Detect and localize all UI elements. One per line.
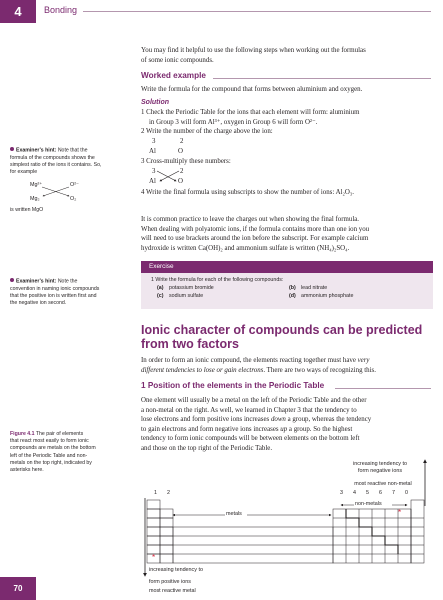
examiner-hint-1 (10, 147, 120, 176)
subheading-rule (335, 388, 431, 389)
solution-label: Solution (141, 99, 169, 106)
hint-bullet-icon (10, 147, 14, 151)
step2-charge-o: 2 (180, 138, 184, 145)
hint-text: convention in naming ionic compounds (10, 285, 100, 292)
group-2-label: 2 (167, 490, 170, 496)
header-rule (83, 11, 431, 12)
exercise-b-label: (b) (289, 285, 296, 291)
position-subheading: 1 Position of the elements in the Periodic Table (141, 381, 325, 390)
caption-text: asterisks here. (10, 467, 44, 474)
pos-ions-label-2: form positive ions (149, 579, 191, 585)
chapter-number: 4 (0, 0, 36, 23)
section-heading (141, 324, 431, 351)
exercise-a: potassium bromide (169, 285, 214, 291)
para-line: hydroxide is written Ca(OH)₂ and ammonium sulfate is written (NH₄)₂SO₄. (141, 244, 350, 252)
hint-formula-mg: Mg₂ (30, 196, 40, 202)
position-paragraph (141, 396, 431, 454)
examiner-hint-2 (10, 278, 120, 307)
para-line: and those on the top right of the Periodic Table. (141, 444, 273, 452)
intro-line: of some ionic compounds. (141, 56, 214, 64)
label-line: increasing tendency to (353, 461, 407, 467)
page-number: 70 (0, 577, 36, 600)
group-6-label: 6 (379, 490, 382, 496)
hint-text: for example (10, 169, 38, 176)
periodic-table-grid (141, 458, 433, 578)
group-7-label: 7 (392, 490, 395, 496)
group-0-label: 0 (405, 490, 408, 496)
polyatomic-paragraph (141, 215, 431, 253)
para-emphasis: up (280, 425, 288, 433)
exercise-d: ammonium phosphate (301, 293, 354, 299)
intro-paragraph (141, 46, 431, 65)
caption-text: that react most easily to form ionic (10, 438, 89, 445)
exercise-a-label: (a) (157, 285, 164, 291)
hint-text: formula of the compounds shows the (10, 154, 95, 161)
hint-ion-mg: Mg²⁺ (30, 182, 43, 188)
para-emphasis: very (357, 357, 370, 364)
nonmetals-label: non-metals (355, 501, 382, 507)
intro-line: You may find it helpful to use the following steps when working out the formulas (141, 47, 366, 54)
figure-label: Figure 4.1 (10, 431, 35, 437)
hint-text: Note that the (57, 147, 88, 154)
hint-cross-arrows (40, 186, 72, 198)
hint-text: Note the (57, 278, 78, 285)
exercise-c: sodium sulfate (169, 293, 204, 299)
asterisk-metal-icon: * (152, 553, 156, 562)
step3-charge-o: 2 (180, 168, 184, 175)
most-reactive-metal-label: most reactive metal (149, 588, 196, 594)
step-1: 1 Check the Periodic Table for the ions that each element will form: aluminium (141, 109, 360, 116)
page-header (0, 0, 443, 30)
chapter-title: Bonding (44, 5, 78, 15)
hint-text: that the positive ion is written first and (10, 292, 97, 299)
most-reactive-nonmetal-label: most reactive non-metal (354, 481, 412, 487)
step-3: 3 Cross-multiply these numbers: (141, 158, 231, 165)
caption-text: The pair of elements (35, 431, 84, 437)
ionic-intro-paragraph (141, 356, 431, 375)
step3-symbol-al: Al (149, 178, 156, 185)
para-line: will need to use brackets around the ion before the subscript. For example calcium (141, 235, 369, 243)
para-line: It is common practice to leave the charges out when showing the final formula. (141, 216, 360, 223)
exercise-b: lead nitrate (301, 285, 328, 291)
hint-text: the negative ion second. (10, 300, 67, 307)
hint-label: Examiner’s hint: (16, 147, 57, 154)
para-text: . There are two ways of recognizing this. (263, 366, 376, 374)
para-line: tendency to form ionic compounds will be between elements on the bottom left (141, 435, 360, 443)
step2-symbol-o: O (178, 148, 183, 155)
exercise-c-label: (c) (157, 293, 164, 299)
caption-text: metals on the top right, indicated by (10, 459, 92, 466)
step-2: 2 Write the number of the charge above the ion: (141, 128, 273, 136)
exercise-box (141, 261, 433, 309)
hint-bullet-icon (10, 278, 14, 282)
exercise-prompt: 1 Write the formula for each of the following compounds: (151, 277, 284, 283)
hint-ion-o: O²⁻ (70, 182, 79, 188)
group-5-label: 5 (366, 490, 369, 496)
para-line: a non-metal on the right. As well, we learned in Chapter 3 that the tendency to (141, 406, 357, 414)
step2-symbol-al: Al (149, 148, 156, 155)
pos-ions-label (149, 567, 203, 574)
step3-charge-al: 3 (152, 168, 156, 175)
para-text: In order to form an ionic compound, the elements reacting together must have (141, 357, 358, 364)
step2-charge-al: 3 (152, 138, 156, 145)
group-3-label: 3 (340, 490, 343, 496)
hint-formula-o: O₂ (70, 196, 77, 202)
para-text: a group, whereas the tendency (285, 416, 372, 424)
step-1-cont: in Group 3 will form Al³⁺, oxygen in Group 6 will form O²⁻. (149, 118, 318, 126)
para-emphasis: different tendencies to lose or gain electrons (141, 366, 264, 374)
worked-example-question: Write the formula for the compound that forms between aluminium and oxygen. (141, 86, 363, 93)
exercise-title: Exercise (141, 261, 433, 273)
section-heading-line: Ionic character of compounds can be predicted (141, 323, 423, 337)
para-line: One element will usually be a metal on the left of the Periodic Table and the other (141, 397, 367, 404)
cross-multiply-arrows (150, 168, 190, 188)
section-heading-line: from two factors (141, 336, 239, 351)
label-line: form negative ions (357, 467, 403, 474)
metals-label: metals (226, 511, 242, 517)
hint-label: Examiner’s hint: (16, 278, 57, 285)
para-line: When dealing with polyatomic ions, if the formula contains more than one ion you (141, 225, 370, 233)
para-text: lose electrons and form positive ions increases (141, 416, 271, 424)
step-4: 4 Write the final formula using subscripts to show the number of ions: Al₂O₃. (141, 189, 355, 196)
para-text: a group. So the highest (287, 425, 353, 433)
exercise-d-label: (d) (289, 293, 296, 299)
caption-text: left of the Periodic Table and non- (10, 452, 88, 459)
caption-text: compounds are metals on the bottom (10, 445, 96, 452)
hint-result: is written MgO (10, 207, 44, 213)
figure-caption (10, 431, 122, 474)
worked-example-rule (213, 78, 431, 79)
group-1-label: 1 (154, 490, 157, 496)
hint-text: simplest ratio of the ions it contains. So, (10, 161, 102, 168)
solution-steps (141, 108, 431, 137)
label-line: increasing tendency to (149, 567, 203, 573)
para-emphasis: down (270, 416, 286, 424)
para-text: to gain electrons and form negative ions increases (141, 425, 281, 433)
group-4-label: 4 (353, 490, 356, 496)
worked-example-heading: Worked example (141, 71, 206, 80)
step3-symbol-o: O (178, 178, 183, 185)
asterisk-nonmetal-icon: * (398, 508, 402, 517)
